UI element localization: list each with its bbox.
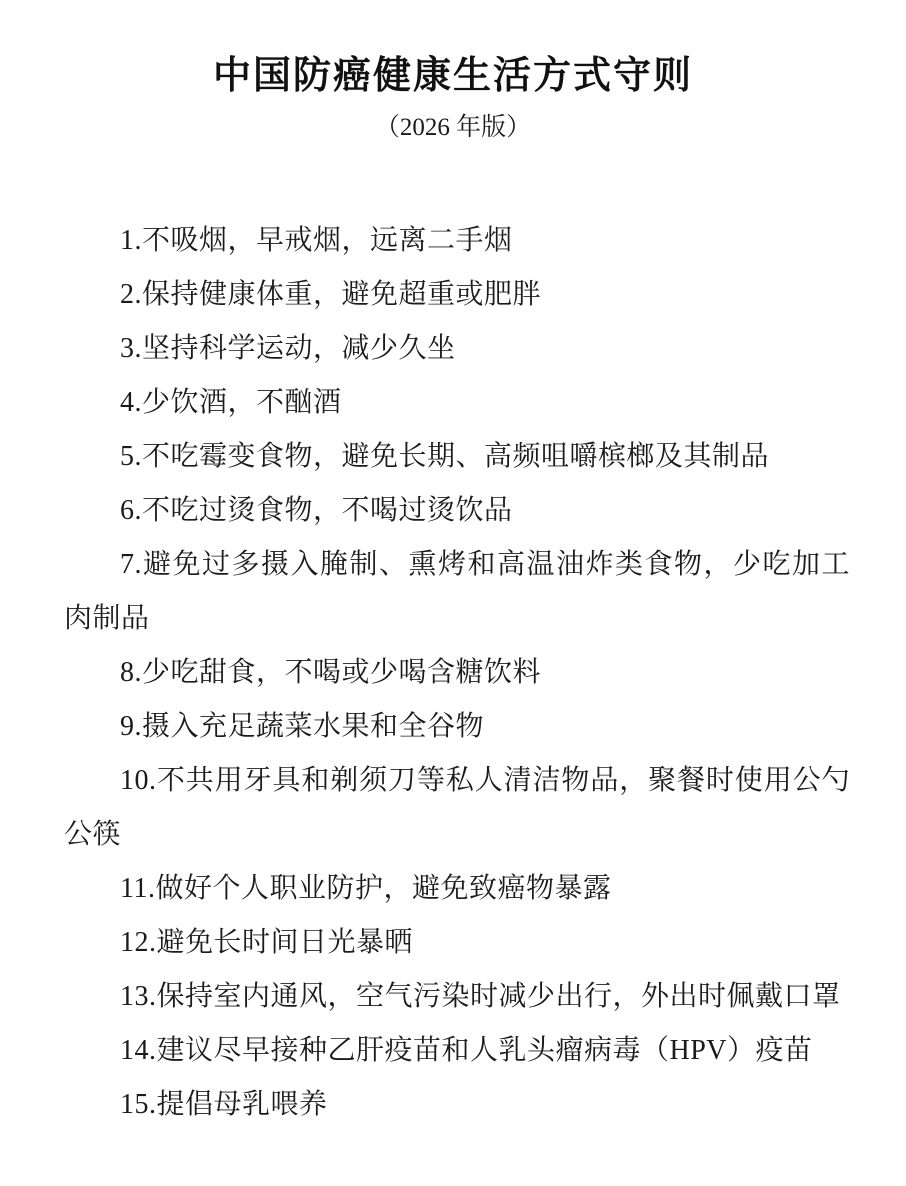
guideline-item-5: 5.不吃霉变食物，避免长期、高频咀嚼槟榔及其制品	[120, 441, 770, 472]
guideline-list	[64, 214, 850, 1132]
guideline-item-9: 9.摄入充足蔬菜水果和全谷物	[120, 711, 485, 742]
guideline-item-15: 15.提倡母乳喂养	[120, 1089, 328, 1120]
guideline-item-1: 1.不吸烟，早戒烟，远离二手烟	[120, 225, 513, 256]
guideline-item-11: 11.做好个人职业防护，避免致癌物暴露	[120, 873, 612, 904]
guideline-item-14: 14.建议尽早接种乙肝疫苗和人乳头瘤病毒（HPV）疫苗	[120, 1035, 813, 1066]
document-subtitle: （2026 年版）	[374, 114, 532, 141]
guideline-item-3: 3.坚持科学运动，减少久坐	[120, 333, 456, 364]
guideline-item-10: 10.不共用牙具和剃须刀等私人清洁物品，聚餐时使用公勺公筷	[64, 765, 850, 850]
guideline-item-12: 12.避免长时间日光暴晒	[120, 927, 414, 958]
document-title: 中国防癌健康生活方式守则	[212, 55, 693, 97]
guideline-item-13: 13.保持室内通风，空气污染时减少出行，外出时佩戴口罩	[120, 981, 841, 1012]
guideline-item-6: 6.不吃过烫食物，不喝过烫饮品	[120, 495, 513, 526]
guideline-item-2: 2.保持健康体重，避免超重或肥胖	[120, 279, 542, 310]
guideline-item-4: 4.少饮酒，不酗酒	[120, 387, 342, 418]
guideline-item-8: 8.少吃甜食，不喝或少喝含糖饮料	[120, 657, 542, 688]
guideline-item-7: 7.避免过多摄入腌制、熏烤和高温油炸类食物，少吃加工肉制品	[64, 549, 850, 634]
